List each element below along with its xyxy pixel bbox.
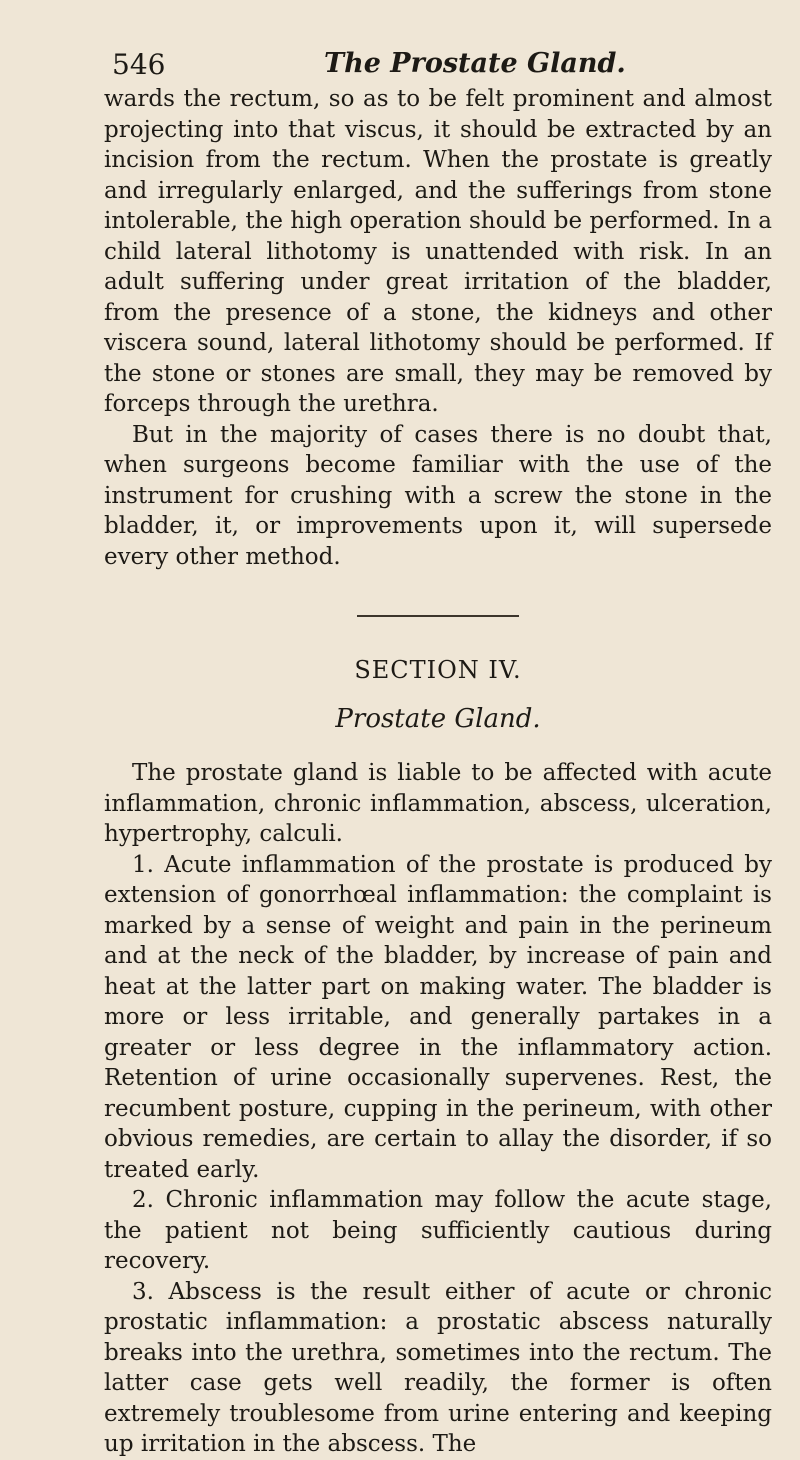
running-header xyxy=(104,40,772,84)
paragraph-numbered: 3. Abscess is the result either of acute or chronic prostatic inflammation: a prostatic abscess naturally breaks into the urethra, sometimes into the rectum. The latter case gets well readily, the former is often extremely troublesome from urine entering and keeping up irritation in the abscess. The xyxy=(104,1278,772,1457)
section-subtitle: Prostate Gland. xyxy=(335,704,541,734)
paragraph-numbered: 2. Chronic inflammation may follow the acute stage, the patient not being sufficiently cautious during recovery. xyxy=(104,1187,772,1274)
running-title: The Prostate Gland. xyxy=(324,48,626,79)
paragraph-continued: wards the rectum, so as to be felt prominent and almost projecting into that viscus, it should be extracted by an incision from the rectum. When the prostate is greatly and irregularly enlarged, and the sufferings from stone intolerable, the high operation should be performed. In a child lateral lithotomy is unattended with risk. In an adult suffering under great irritation of the bladder, from the presence of a stone, the kidneys and other viscera sound, lateral lithotomy should be performed. If the stone or stones are small, they may be removed by forceps through the urethra. xyxy=(104,86,772,417)
paragraph-numbered: 1. Acute inflammation of the prostate is produced by extension of gonorrhœal inflammation: the complaint is marked by a sense of weight and pain in the perineum and at the neck of the bladder, by increase of pain and heat at the latter part on making water. The bladder is more or less irritable, and generally partakes in a greater or less degree in the inflammatory action. Retention of urine occasionally supervenes. Rest, the recumbent posture, cupping in the perineum, with other obvious remedies, are certain to allay the disorder, if so treated early. xyxy=(104,851,772,1183)
section-heading: SECTION IV. xyxy=(354,656,522,684)
page-number: 546 xyxy=(112,48,166,81)
section-divider xyxy=(357,615,519,617)
paragraph: But in the majority of cases there is no doubt that, when surgeons become familiar with the use of the instrument for crushing with a screw the stone in the bladder, it, or improvements upon it, will supersede every other method. xyxy=(104,421,772,570)
paragraph: The prostate gland is liable to be affected with acute inflammation, chronic inflammation, abscess, ulceration, hypertrophy, calculi. xyxy=(104,760,772,847)
